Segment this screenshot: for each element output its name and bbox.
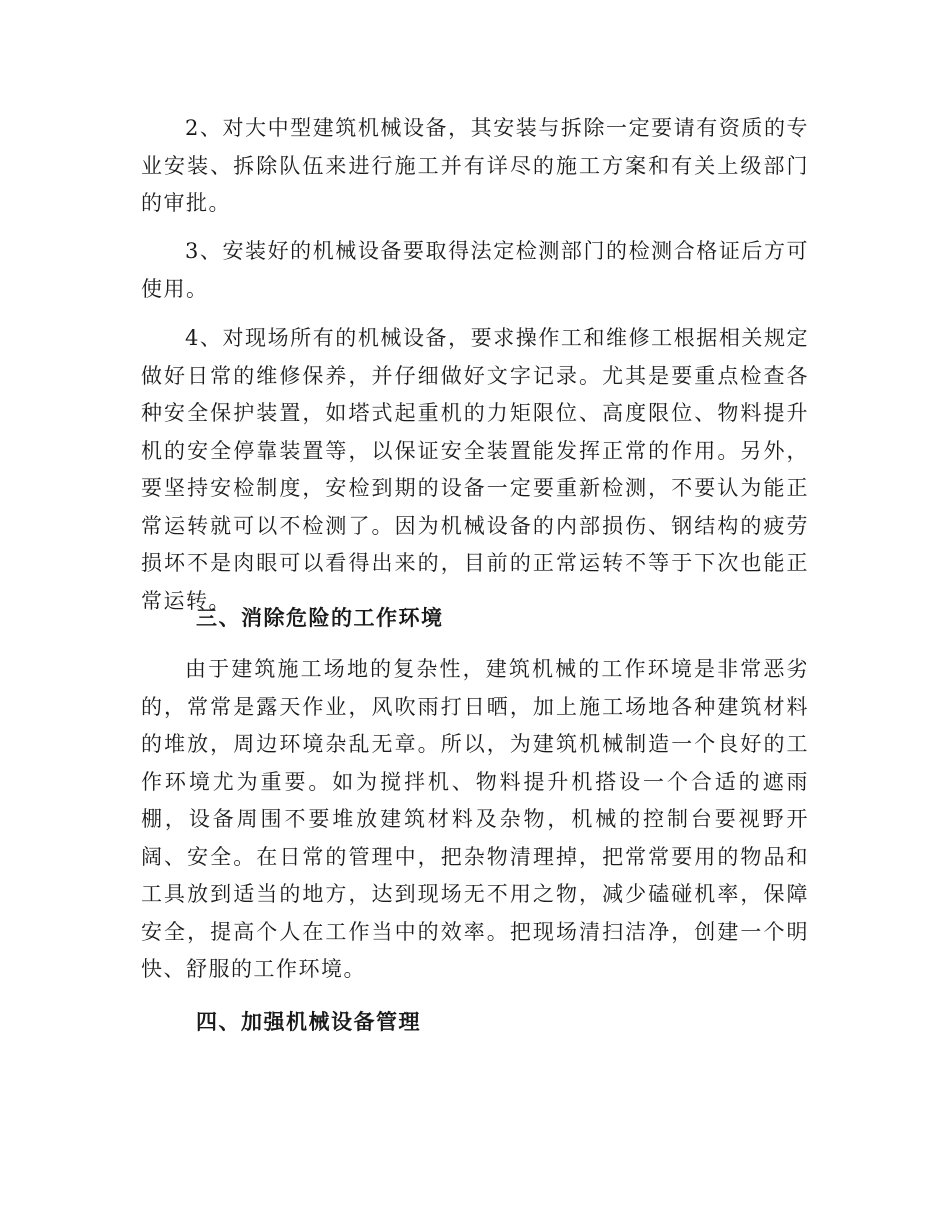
paragraph-item-3: 3、安装好的机械设备要取得法定检测部门的检测合格证后方可使用。 bbox=[141, 239, 809, 301]
paragraph-item-2: 2、对大中型建筑机械设备，其安装与拆除一定要请有资质的专业安装、拆除队伍来进行施工并有详尽的施工方案和有关上级部门的审批。 bbox=[141, 116, 809, 215]
section-heading-4: 四、加强机械设备管理 bbox=[196, 1009, 421, 1034]
section-3-paragraph: 由于建筑施工场地的复杂性，建筑机械的工作环境是非常恶劣的，常常是露天作业，风吹雨打日晒，加上施工场地各种建筑材料的堆放，周边环境杂乱无章。所以，为建筑机械制造一个良好的工作环境尤为重要。如为搅拌机、物料提升机搭设一个合适的遮雨棚，设备周围不要堆放建筑材料及杂物，机械的控制台要视野开阔、安全。在日常的管理中，把杂物清理掉，把常常要用的物品和工具放到适当的地方，达到现场无不用之物，减少磕碰机率，保障安全，提高个人在工作当中的效率。把现场清扫洁净，创建一个明快、舒服的工作环境。 bbox=[141, 657, 809, 981]
section-heading-3: 三、消除危险的工作环境 bbox=[196, 605, 444, 630]
paragraph-item-4: 4、对现场所有的机械设备，要求操作工和维修工根据相关规定做好日常的维修保养，并仔细做好文字记录。尤其是要重点检查各种安全保护装置，如塔式起重机的力矩限位、高度限位、物料提升机的安全停靠装置等，以保证安全装置能发挥正常的作用。另外，要坚持安检制度，安检到期的设备一定要重新检测，不要认为能正常运转就可以不检测了。因为机械设备的内部损伤、钢结构的疲劳损坏不是肉眼可以看得出来的，目前的正常运转不等于下次也能正常运转。 bbox=[141, 326, 809, 613]
